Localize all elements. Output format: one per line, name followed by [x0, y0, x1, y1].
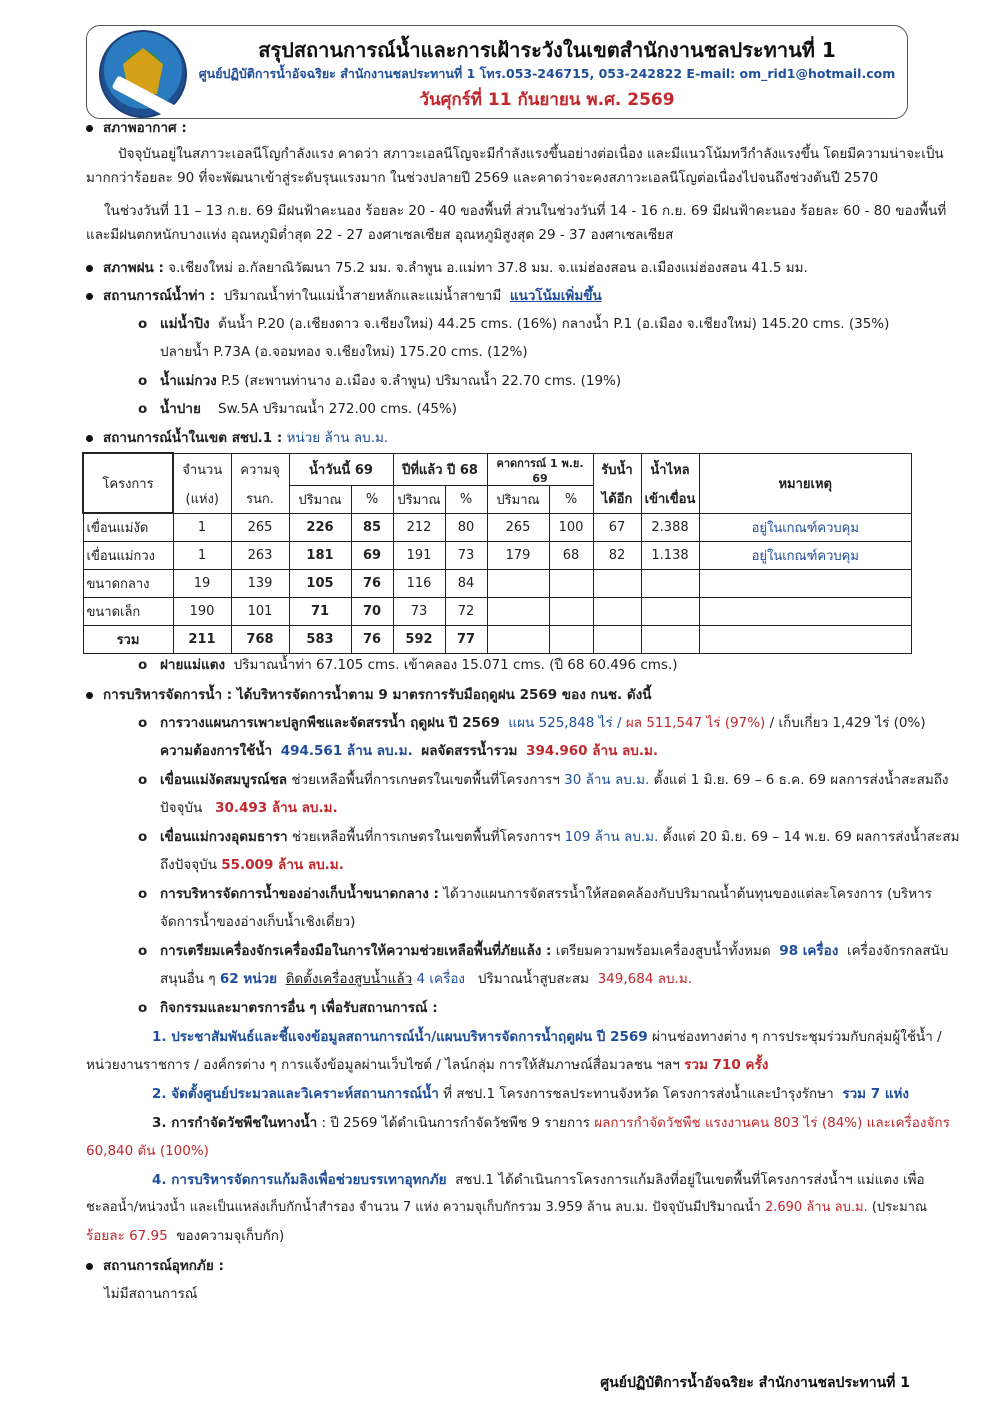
reservoir-table	[82, 452, 912, 654]
weather-heading: สภาพอากาศ :	[86, 118, 187, 138]
runoff-line: สถานการณ์น้ำท่า : ปริมาณน้ำท่าในแม่น้ำสายหลักและแม่น้ำสาขามี แนวโน้มเพิ่มขึ้น	[86, 286, 602, 306]
mgmt-item-2-l2: ปัจจุบัน 30.493 ล้าน ลบ.ม.	[160, 800, 338, 816]
weir-line: o ฝายแม่แตง ปริมาณน้ำท่า 67.105 cms. เข้าคลอง 15.071 cms. (ปี 68 60.496 cms.)	[138, 657, 678, 673]
table-row: ขนาดกลาง 19 139 105 76 116 84	[83, 570, 912, 598]
table-row-total: รวม 211 768 583 76 592 77	[83, 626, 912, 654]
table-row: เขื่อนแม่กวง 1 263 181 69 191 73 179 68 82 1.138 อยู่ในเกณฑ์ควบคุม	[83, 542, 912, 570]
header-box	[86, 25, 908, 119]
mgmt-item-3-l2: ถึงปัจจุบัน 55.009 ล้าน ลบ.ม.	[160, 857, 344, 873]
col-header: ปริมาณ	[289, 485, 351, 513]
col-header: ปริมาณ	[487, 485, 549, 513]
col-header: น้ำวันนี้ 69	[289, 453, 393, 485]
bullet-icon	[86, 692, 93, 699]
activity-1-l2: หน่วยงานราชการ / องค์กรต่าง ๆ การแจ้งข้อมูลผ่านเว็บไซต์ / ไลน์กลุ่ม การให้สัมภาษณ์สื่อมวลชน ฯลฯ รวม 710 ครั้ง	[86, 1057, 769, 1073]
activity-4-l2: ชะลอน้ำ/หน่วงน้ำ และเป็นแหล่งเก็บกักน้ำสำรอง จำนวน 7 แห่ง ความจุเก็บกักรวม 3.959 ล้าน ลบ.ม. ปัจจุบันมีปริมาณน้ำ 2.690 ล้าน ลบ.ม. (ประมาณ	[86, 1200, 928, 1215]
royal-irrigation-logo-icon	[99, 30, 187, 118]
bullet-icon	[86, 125, 93, 132]
col-header: รับน้ำ	[593, 453, 641, 485]
col-header: (แห่ง)	[173, 485, 231, 513]
col-header: หมายเหตุ	[699, 453, 912, 513]
bullet-icon	[86, 1263, 93, 1270]
mgmt-item-6: o กิจกรรมและมาตรการอื่น ๆ เพื่อรับสถานการณ์ :	[138, 1000, 438, 1016]
ping-line: o แม่น้ำปิง ต้นน้ำ P.20 (อ.เชียงดาว จ.เชียงใหม่) 44.25 cms. (16%) กลางน้ำ P.1 (อ.เมือง จ.เชียงใหม่) 145.20 cms. (35%)	[138, 316, 890, 332]
footer: ศูนย์ปฏิบัติการน้ำอัจฉริยะ สำนักงานชลประทานที่ 1	[600, 1375, 910, 1391]
mgmt-item-5-l2: สนุนอื่น ๆ 62 หน่วย ติดตั้งเครื่องสูบน้ำแล้ว 4 เครื่อง ปริมาณน้ำสูบสะสม 349,684 ลบ.ม.	[160, 971, 693, 987]
bullet-icon	[86, 435, 93, 442]
reservoir-heading: สถานการณ์น้ำในเขต สชป.1 : หน่วย ล้าน ลบ.ม.	[86, 428, 388, 448]
flood-text: ไม่มีสถานการณ์	[104, 1286, 198, 1302]
page-title: สรุปสถานการณ์น้ำและการเฝ้าระวังในเขตสำนักงานชลประทานที่ 1	[258, 38, 836, 62]
col-header: รนก.	[231, 485, 289, 513]
col-header: น้ำไหล	[641, 453, 699, 485]
activity-3: 3. การกำจัดวัชพืชในทางน้ำ : ปี 2569 ได้ดำเนินการกำจัดวัชพืช 9 รายการ ผลการกำจัดวัชพืช แรงงานคน 803 ไร่ (84%) และเครื่องจักร	[152, 1115, 950, 1131]
weather-text: ปัจจุบันอยู่ในสภาวะเอลนีโญกำลังแรง คาดว่า สภาวะเอลนีโญจะมีกำลังแรงขึ้นอย่างต่อเนื่อง และมีแนวโน้มทวีกำลังแรงขึ้น โดยมีความน่าจะเป็น	[118, 146, 944, 162]
trend-label: แนวโน้มเพิ่มขึ้น	[509, 288, 602, 304]
mgmt-item-4: o การบริหารจัดการน้ำของอ่างเก็บน้ำขนาดกลาง : ได้วางแผนการจัดสรรน้ำให้สอดคล้องกับปริมาณน้ำต้นทุนของแต่ละโครงการ (บริหาร	[138, 886, 932, 902]
management-heading: การบริหารจัดการน้ำ : ได้บริหารจัดการน้ำตาม 9 มาตรการรับมือฤดูฝน 2569 ของ กนช. ดังนี้	[86, 685, 651, 705]
mgmt-item-3: o เขื่อนแม่กวงอุดมธารา ช่วยเหลือพื้นที่การเกษตรในเขตพื้นที่โครงการฯ 109 ล้าน ลบ.ม. ตั้งแต่ 20 มิ.ย. 69 – 14 พ.ย. 69 ผลการส่งน้ำสะสม	[138, 829, 960, 845]
mgmt-item-2: o เขื่อนแม่งัดสมบูรณ์ชล ช่วยเหลือพื้นที่การเกษตรในเขตพื้นที่โครงการฯ 30 ล้าน ลบ.ม. ตั้งแต่ 1 มิ.ย. 69 – 6 ธ.ค. 69 ผลการส่งน้ำสะสมถึง	[138, 772, 949, 788]
mgmt-item-5: o การเตรียมเครื่องจักรเครื่องมือในการให้ความช่วยเหลือพื้นที่ภัยแล้ง : เตรียมความพร้อมเครื่องสูบน้ำทั้งหมด 98 เครื่อง เครื่องจักรกลสนับ	[138, 943, 949, 959]
col-header: ความจุ	[231, 453, 289, 485]
activity-4-l3: ร้อยละ 67.95 ของความจุเก็บกัก)	[86, 1228, 285, 1244]
activity-3-l2: 60,840 ตัน (100%)	[86, 1143, 209, 1159]
pai-line: o น้ำปาย Sw.5A ปริมาณน้ำ 272.00 cms. (45%)	[138, 401, 458, 417]
col-header: %	[445, 485, 487, 513]
bullet-icon	[86, 265, 93, 272]
col-header: คาดการณ์ 1 พ.ย. 69	[487, 453, 593, 485]
col-header: %	[351, 485, 393, 513]
contact-line: ศูนย์ปฏิบัติการน้ำอัจฉริยะ สำนักงานชลประทานที่ 1 โทร.053-246715, 053-242822 E-mail: om_rid1@hotmail.com	[198, 66, 896, 81]
col-header: เข้าเขื่อน	[641, 485, 699, 513]
ping-line-2: ปลายน้ำ P.73A (อ.จอมทอง จ.เชียงใหม่) 175.20 cms. (12%)	[160, 344, 528, 360]
mgmt-item-1-l2: ความต้องการใช้น้ำ 494.561 ล้าน ลบ.ม. ผลจัดสรรน้ำรวม 394.960 ล้าน ลบ.ม.	[160, 743, 659, 759]
col-header: ปีที่แล้ว ปี 68	[393, 453, 487, 485]
col-header: %	[549, 485, 593, 513]
weather-text: มากกว่าร้อยละ 90 ที่จะพัฒนาเข้าสู่ระดับรุนแรงมาก ในช่วงปลายปี 2569 และคาดว่าจะคงสภาวะเอลนีโญต่อเนื่องไปจนถึงช่วงต้นปี 2570	[86, 170, 879, 186]
col-header: ได้อีก	[593, 485, 641, 513]
flood-heading: สถานการณ์อุทกภัย :	[86, 1256, 224, 1276]
col-header: จำนวน	[173, 453, 231, 485]
activity-1: 1. ประชาสัมพันธ์และชี้แจงข้อมูลสถานการณ์น้ำ/แผนบริหารจัดการน้ำฤดูฝน ปี 2569 ผ่านช่องทางต่าง ๆ การประชุมร่วมกับกลุ่มผู้ใช้น้ำ /	[152, 1029, 942, 1045]
table-row: ขนาดเล็ก 190 101 71 70 73 72	[83, 598, 912, 626]
table-row: เขื่อนแม่งัด 1 265 226 85 212 80 265 100 67 2.388 อยู่ในเกณฑ์ควบคุม	[83, 513, 912, 542]
mgmt-item-4-l2: จัดการน้ำของอ่างเก็บน้ำเชิงเดี่ยว)	[160, 914, 356, 930]
activity-4: 4. การบริหารจัดการแก้มลิงเพื่อช่วยบรรเทาอุทกภัย สชป.1 ได้ดำเนินการโครงการแก้มลิงที่อยู่ในเขตพื้นที่โครงการส่งน้ำฯ แม่แตง เพื่อ	[152, 1172, 925, 1188]
bullet-icon	[86, 293, 93, 300]
report-date: วันศุกร์ที่ 11 กันยายน พ.ศ. 2569	[419, 90, 675, 110]
activity-2: 2. จัดตั้งศูนย์ประมวลและวิเคราะห์สถานการณ์น้ำ ที่ สชป.1 โครงการชลประทานจังหวัด โครงการส่งน้ำและบำรุงรักษา รวม 7 แห่ง	[152, 1086, 910, 1102]
weather-text: และมีฝนตกหนักบางแห่ง อุณหภูมิต่ำสุด 22 - 27 องศาเซลเซียส อุณหภูมิสูงสุด 29 - 37 องศาเซลเซียส	[86, 227, 674, 243]
col-header: ปริมาณ	[393, 485, 445, 513]
col-header: โครงการ	[83, 453, 173, 513]
mgmt-item-1: o การวางแผนการเพาะปลูกพืชและจัดสรรน้ำ ฤดูฝน ปี 2569 แผน 525,848 ไร่ / ผล 511,547 ไร่ (97%) / เก็บเกี่ยว 1,429 ไร่ (0%)	[138, 715, 926, 731]
weather-text: ในช่วงวันที่ 11 – 13 ก.ย. 69 มีฝนฟ้าคะนอง ร้อยละ 20 - 40 ของพื้นที่ ส่วนในช่วงวันที่ 14 - 16 ก.ย. 69 มีฝนฟ้าคะนอง ร้อยละ 60 - 80 ของพื้นที่	[104, 203, 947, 219]
kuang-line: o น้ำแม่กวง P.5 (สะพานท่านาง อ.เมือง จ.ลำพูน) ปริมาณน้ำ 22.70 cms. (19%)	[138, 373, 622, 389]
rain-line: สภาพฝน : จ.เชียงใหม่ อ.กัลยาณิวัฒนา 75.2 มม. จ.ลำพูน อ.แม่ทา 37.8 มม. จ.แม่ฮ่องสอน อ.เมืองแม่ฮ่องสอน 41.5 มม.	[86, 258, 808, 278]
